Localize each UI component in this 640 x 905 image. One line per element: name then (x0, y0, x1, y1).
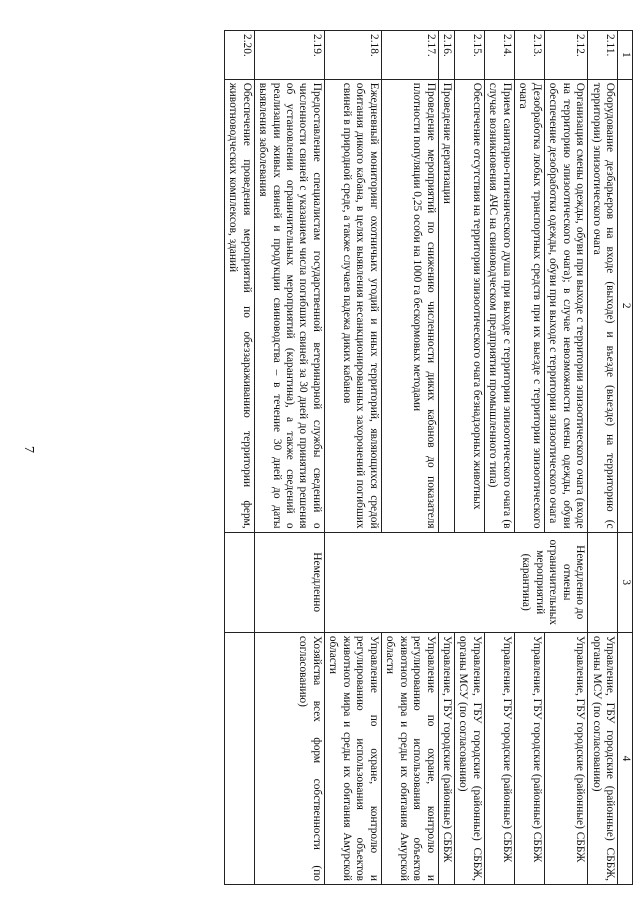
row-number: 2.14. (484, 31, 514, 80)
row-term: Немедленно (254, 532, 324, 632)
table-row (438, 31, 454, 885)
row-number: 2.15. (455, 31, 485, 80)
table-row (484, 31, 514, 885)
row-executor: Управление, ГБУ городские (районные) СББЖ, органы МСУ (по согласованию) (588, 632, 618, 884)
row-executor: Управление, ГБУ городские (районные) СББЖ (438, 632, 454, 884)
row-measure: Дезобработка любых транспортных средств при их выезде с территории эпизоотического очага (514, 79, 544, 532)
row-measure: Ежедневный мониторинг охотничьих угодий и иных территорий, являющихся средой обитания дикого кабана, в целях выявления несанкционированных захоронений погибших свиней в природной среде, а также случаев падежа диких кабанов (324, 79, 381, 532)
row-number: 2.17. (381, 31, 438, 80)
row-executor: Управление, ГБУ городские (районные) СББЖ (514, 632, 544, 884)
row-number: 2.13. (514, 31, 544, 80)
table-row (588, 31, 618, 885)
row-measure: Обеспечение отсутствия на территории эпизоотического очага безнадзорных животных (455, 79, 485, 532)
row-executor (224, 632, 254, 884)
measures-table-sheet (113, 30, 633, 885)
table-header-row (618, 31, 633, 885)
header-col-4: 4 (618, 632, 633, 884)
row-executor: Управление по охране, контролю и регулированию использования объектов животного мира и среды их обитания Амурской области (324, 632, 381, 884)
row-executor: Хозяйства всех форм собственности (по согласованию) (254, 632, 324, 884)
row-term-empty (224, 532, 254, 632)
row-measure: Организация смены одежды, обуви при выходе с территории эпизоотического очага (входе на территорию эпизоотического очага); в случае невозможности смены одежды, обуви обеспечение дезобработки одежды, обуви при выходе с территории эпизоотического очага (544, 79, 587, 532)
table-row (324, 31, 381, 885)
row-number: 2.18. (324, 31, 381, 80)
table-row (514, 31, 544, 885)
row-executor: Управление, ГБУ городские (районные) СББЖ, органы МСУ (по согласованию) (455, 632, 485, 884)
row-measure: Предоставление специалистам государственной ветеринарной службы сведений о численности свиней с указанием числа погибших свиней за 30 дней до принятия решения об установлении ограничительных мероприятий (карантина), а также сведений о реализации живых свиней и продукции свиноводства – в течение 30 дней до даты выявления заболевания (254, 79, 324, 532)
measures-table (224, 30, 633, 885)
table-row (455, 31, 485, 885)
table-row (381, 31, 438, 885)
table-row (254, 31, 324, 885)
row-measure: Обеспечение проведения мероприятий по обеззараживанию территории ферм, животноводческих комплексов, зданий (224, 79, 254, 532)
header-col-1: 1 (618, 31, 633, 80)
row-number: 2.12. (544, 31, 587, 80)
row-term-empty (588, 532, 618, 632)
row-measure: Прием санитарно-гигиенического душа при выходе с территории эпизоотического очага (в случае возникновения АЧС на свиноводческом предприятии промышленного типа) (484, 79, 514, 532)
row-term-group: Немедленно до отмены ограничительных мероприятий (карантина) (324, 532, 587, 632)
row-executor: Управление по охране, контролю и регулированию использования объектов животного мира и среды их обитания Амурской области (381, 632, 438, 884)
table-row (224, 31, 254, 885)
row-executor: Управление, ГБУ городские (районные) СББЖ (484, 632, 514, 884)
table-row (544, 31, 587, 885)
header-col-2: 2 (618, 79, 633, 532)
row-executor: Управление, ГБУ городские (районные) СББЖ (544, 632, 587, 884)
row-measure: Проведение дератизации (438, 79, 454, 532)
row-measure: Проведение мероприятий по снижению численности диких кабанов до показателя плотности популяции 0,25 особи на 1000 га бескормовых методами (381, 79, 438, 532)
row-number: 2.20. (224, 31, 254, 80)
row-number: 2.19. (254, 31, 324, 80)
row-number: 2.11. (588, 31, 618, 80)
row-number: 2.16. (438, 31, 454, 80)
header-col-3: 3 (618, 532, 633, 632)
row-measure: Оборудование дезбарьеров на входе (выходе) и въезде (выезде) на территорию (с территории) эпизоотического очага (588, 79, 618, 532)
page-number: 7 (21, 446, 36, 453)
